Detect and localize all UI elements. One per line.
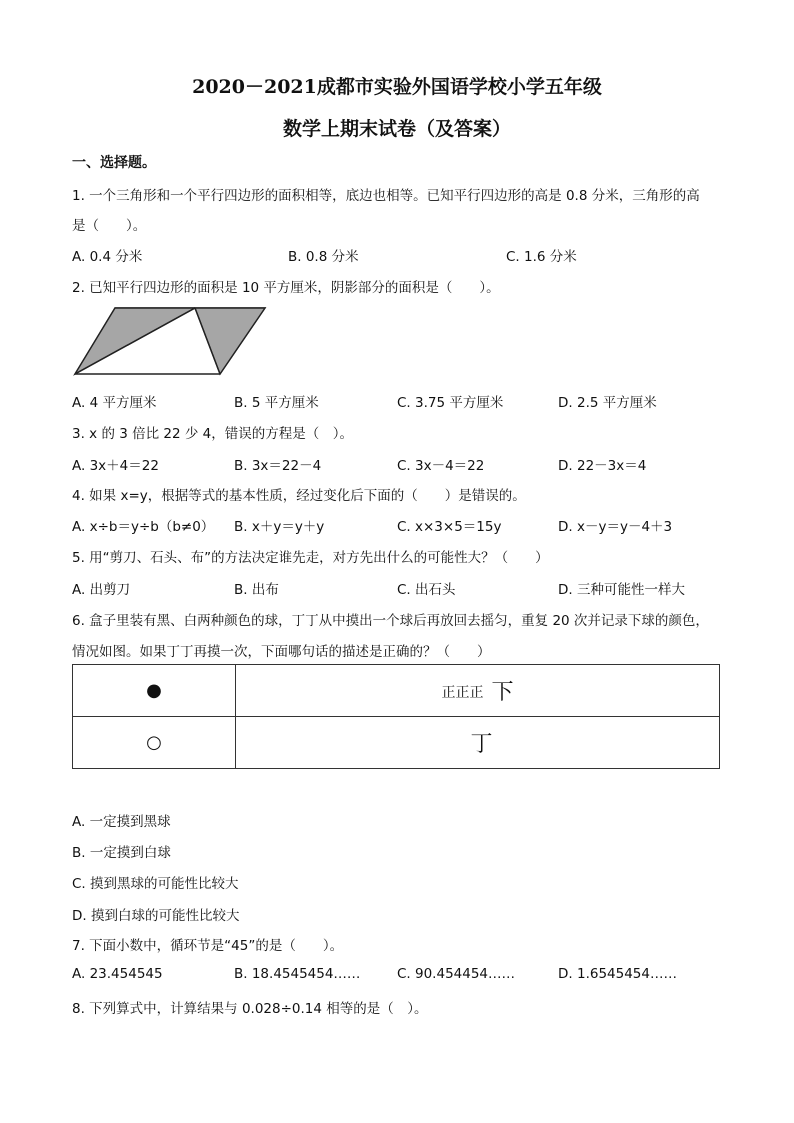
- q4-option-d: D. x－y＝y－4＋3: [558, 519, 673, 535]
- white-ball-cell: [73, 717, 236, 769]
- q4-option-c: C. x×3×5＝15y: [397, 519, 502, 535]
- title-line-1: 2020－2021成都市实验外国语学校小学五年级: [192, 76, 602, 98]
- q1-text-line1: 1. 一个三角形和一个平行四边形的面积相等，底边也相等。已知平行四边形的高是 0.8 分米，三角形的高: [72, 188, 700, 204]
- q6-text-line1: 6. 盒子里装有黑、白两种颜色的球，丁丁从中摸出一个球后再放回去摇匀，重复 20 次并记录下球的颜色，: [72, 613, 709, 629]
- title-line-2: 数学上期末试卷（及答案）: [282, 118, 511, 140]
- q5-option-d: D. 三种可能性一样大: [558, 582, 685, 598]
- q2-option-d: D. 2.5 平方厘米: [558, 395, 657, 411]
- q6-option-b: B. 一定摸到白球: [72, 845, 171, 861]
- section-heading: 一、选择题。: [72, 155, 156, 171]
- q7-option-a: A. 23.454545: [72, 966, 163, 982]
- table-row: [73, 665, 720, 717]
- q3-option-b: B. 3x＝22－4: [234, 458, 322, 474]
- q4-option-a: A. x÷b＝y÷b（b≠0）: [72, 519, 215, 535]
- q7-text: 7. 下面小数中，循环节是“45”的是（ ）。: [72, 938, 344, 954]
- q3-text: 3. x 的 3 倍比 22 少 4，错误的方程是（ ）。: [72, 426, 354, 442]
- tally-table: [72, 664, 720, 769]
- q1-option-b: B. 0.8 分米: [288, 249, 359, 265]
- q1-text-line2: 是（ ）。: [72, 218, 147, 234]
- q3-option-a: A. 3x＋4＝22: [72, 458, 159, 474]
- q1-option-c: C. 1.6 分米: [506, 249, 577, 265]
- q2-text: 2. 已知平行四边形的面积是 10 平方厘米，阴影部分的面积是（ ）。: [72, 280, 500, 296]
- q3-option-d: D. 22－3x＝4: [558, 458, 647, 474]
- parallelogram-figure: [72, 305, 268, 377]
- tally-partial-mark: 下: [491, 680, 514, 705]
- q8-text: 8. 下列算式中，计算结果与 0.028÷0.14 相等的是（ ）。: [72, 1001, 428, 1017]
- black-ball-cell: [73, 665, 236, 717]
- q5-option-a: A. 出剪刀: [72, 582, 131, 598]
- q7-option-d: D. 1.6545454……: [558, 966, 677, 982]
- q2-option-c: C. 3.75 平方厘米: [397, 395, 504, 411]
- q6-option-a: A. 一定摸到黑球: [72, 814, 171, 830]
- white-tally-cell: [236, 717, 720, 769]
- q1-option-a: A. 0.4 分米: [72, 249, 143, 265]
- q2-option-a: A. 4 平方厘米: [72, 395, 157, 411]
- q4-option-b: B. x＋y＝y＋y: [234, 519, 325, 535]
- q5-option-b: B. 出布: [234, 582, 279, 598]
- q4-text: 4. 如果 x=y，根据等式的基本性质，经过变化后下面的（ ）是错误的。: [72, 488, 526, 504]
- q2-option-b: B. 5 平方厘米: [234, 395, 319, 411]
- q7-option-c: C. 90.454454……: [397, 966, 516, 982]
- black-ball-icon: ●: [146, 680, 162, 701]
- tally-partial-mark: 丁: [470, 732, 493, 757]
- black-tally-cell: [236, 665, 720, 717]
- q6-option-c: C. 摸到黑球的可能性比较大: [72, 876, 239, 892]
- tally-marks: 正正正: [441, 685, 484, 701]
- q3-option-c: C. 3x－4＝22: [397, 458, 485, 474]
- q5-option-c: C. 出石头: [397, 582, 456, 598]
- q5-text: 5. 用“剪刀、石头、布”的方法决定谁先走，对方先出什么的可能性大？（ ）: [72, 550, 549, 566]
- q7-option-b: B. 18.4545454……: [234, 966, 361, 982]
- white-ball-icon: ○: [146, 732, 162, 753]
- q6-text-line2: 情况如图。如果丁丁再摸一次，下面哪句话的描述是正确的？（ ）: [72, 644, 491, 660]
- table-row: [73, 717, 720, 769]
- q6-option-d: D. 摸到白球的可能性比较大: [72, 908, 240, 924]
